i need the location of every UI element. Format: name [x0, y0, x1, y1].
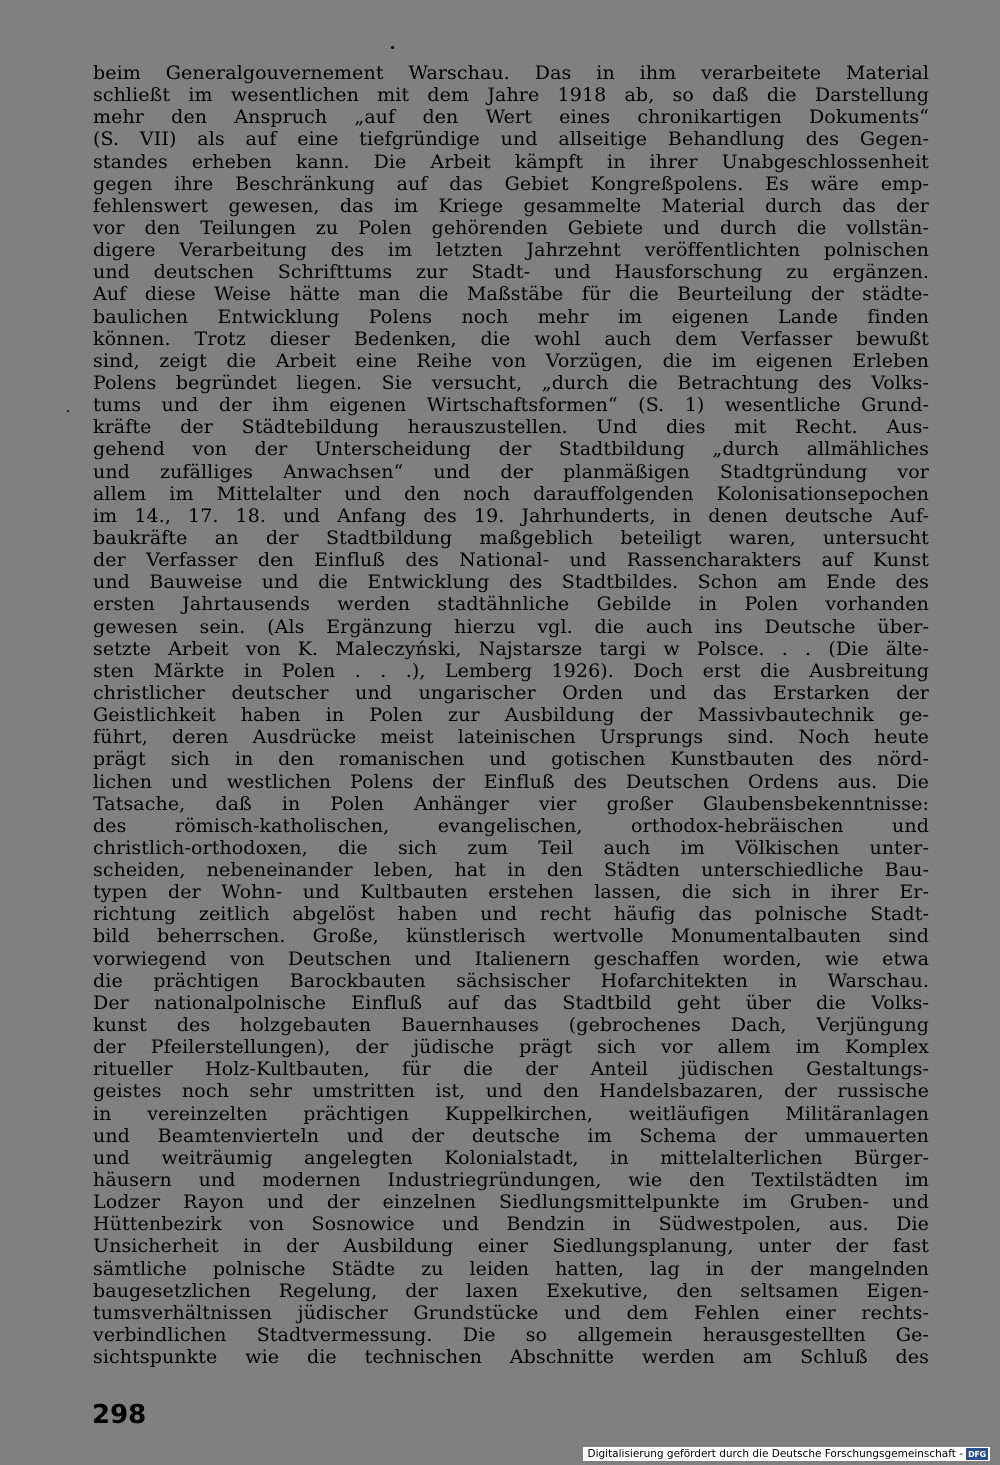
text-line: der Verfasser den Einfluß des National- und Rassencharakters auf Kunst — [93, 549, 929, 572]
text-line: standes erheben kann. Die Arbeit kämpft in ihrer Unabgeschlossenheit — [93, 150, 929, 173]
text-line: der Pfeilerstellungen), der jüdische prägt sich vor allem im Komplex — [93, 1036, 929, 1059]
text-line: bild beherrschen. Große, künstlerisch wertvolle Monumentalbauten sind — [93, 925, 929, 948]
text-line: prägt sich in den romanischen und gotischen Kunstbauten des nörd- — [93, 748, 929, 771]
credit-text: Digitalisierung gefördert durch die Deutsche Forschungsgemeinschaft - — [587, 1448, 963, 1460]
text-line: häusern und modernen Industriegründungen, wie den Textilstädten im — [93, 1169, 929, 1192]
text-line: verbindlichen Stadtvermessung. Die so allgemein herausgestellten Ge- — [93, 1324, 929, 1347]
text-line: tums und der ihm eigenen Wirtschaftsformen“ (S. 1) wesentliche Grund- — [93, 394, 929, 417]
text-line: gewesen sein. (Als Ergänzung hierzu vgl. die auch ins Deutsche über- — [93, 615, 929, 638]
body-text — [93, 62, 929, 1368]
text-line: in vereinzelten prächtigen Kuppelkirchen, weitläufigen Militäranlagen — [93, 1102, 929, 1125]
text-line: baulichen Entwicklung Polens noch mehr im eigenen Lande finden — [93, 305, 929, 328]
text-line: und deutschen Schrifttums zur Stadt- und Hausforschung zu ergänzen. — [93, 261, 929, 284]
text-line: Tatsache, daß in Polen Anhänger vier großer Glaubensbekenntnisse: — [93, 792, 929, 815]
text-line: vor den Teilungen zu Polen gehörenden Gebiete und durch die vollstän- — [93, 216, 929, 239]
text-line: führt, deren Ausdrücke meist lateinischen Ursprungs sind. Noch heute — [93, 726, 929, 749]
text-line: richtung zeitlich abgelöst haben und recht häufig das polnische Stadt- — [93, 903, 929, 926]
text-line: Hüttenbezirk von Sosnowice und Bendzin in Südwestpolen, aus. Die — [93, 1213, 929, 1236]
text-line: schließt im wesentlichen mit dem Jahre 1918 ab, so daß die Darstellung — [93, 84, 929, 107]
text-line: lichen und westlichen Polens der Einfluß des Deutschen Ordens aus. Die — [93, 770, 929, 793]
text-line: Der nationalpolnische Einfluß auf das Stadtbild geht über die Volks- — [93, 991, 929, 1014]
text-line: und Bauweise und die Entwicklung des Stadtbildes. Schon am Ende des — [93, 571, 929, 594]
text-line: ritueller Holz-Kultbauten, für die der Anteil jüdischen Gestaltungs- — [93, 1058, 929, 1081]
text-line: vorwiegend von Deutschen und Italienern geschaffen worden, wie etwa — [93, 947, 929, 970]
text-line: tumsverhältnissen jüdischer Grundstücke und dem Fehlen einer rechts- — [93, 1301, 929, 1324]
text-line: und Beamtenvierteln und der deutsche im Schema der ummauerten — [93, 1124, 929, 1147]
text-line: im 14., 17. 18. und Anfang des 19. Jahrhunderts, in denen deutsche Auf- — [93, 504, 929, 527]
page-number: 298 — [92, 1400, 147, 1430]
text-line: allem im Mittelalter und den noch darauffolgenden Kolonisationsepochen — [93, 482, 929, 505]
text-line: sichtspunkte wie die technischen Abschnitte werden am Schluß des — [93, 1346, 929, 1369]
text-line: Geistlichkeit haben in Polen zur Ausbildung der Massivbautechnik ge- — [93, 704, 929, 727]
text-line: baugesetzlichen Regelung, der laxen Exekutive, den seltsamen Eigen- — [93, 1279, 929, 1302]
text-line: können. Trotz dieser Bedenken, die wohl auch dem Verfasser bewußt — [93, 327, 929, 350]
dfg-logo-text: DFG — [968, 1449, 986, 1459]
text-line: Lodzer Rayon und der einzelnen Siedlungsmittelpunkte im Gruben- und — [93, 1191, 929, 1214]
text-line: mehr den Anspruch „auf den Wert eines chronikartigen Dokuments“ — [93, 106, 929, 129]
text-line: des römisch-katholischen, evangelischen, orthodox-hebräischen und — [93, 814, 929, 837]
text-line: sten Märkte in Polen . . .), Lemberg 1926). Doch erst die Ausbreitung — [93, 659, 929, 682]
text-line: kräfte der Städtebildung herauszustellen. Und dies mit Recht. Aus- — [93, 416, 929, 439]
text-line: (S. VII) als auf eine tiefgründige und allseitige Behandlung des Gegen- — [93, 128, 929, 151]
text-line: und weiträumig angelegten Kolonialstadt, in mittelalterlichen Bürger- — [93, 1146, 929, 1169]
digitization-credit — [583, 1447, 990, 1461]
text-line: setzte Arbeit von K. Maleczyński, Najstarsze targi w Polsce. . . (Die älte- — [93, 637, 929, 660]
text-line: fehlenswert gewesen, das im Kriege gesammelte Material durch das der — [93, 194, 929, 217]
dfg-logo — [966, 1448, 988, 1460]
text-line: gegen ihre Beschränkung auf das Gebiet Kongreßpolens. Es wäre emp- — [93, 172, 929, 195]
text-line: scheiden, nebeneinander leben, hat in den Städten unterschiedliche Bau- — [93, 859, 929, 882]
text-line: geistes noch sehr umstritten ist, und den Handelsbazaren, der russische — [93, 1080, 929, 1103]
scan-speck — [391, 46, 394, 49]
text-line: sämtliche polnische Städte zu leiden hatten, lag in der mangelnden — [93, 1257, 929, 1280]
text-line: und zufälliges Anwachsen“ und der planmäßigen Stadtgründung vor — [93, 460, 929, 483]
text-line: die prächtigen Barockbauten sächsischer Hofarchitekten in Warschau. — [93, 969, 929, 992]
scan-speck — [67, 410, 69, 412]
text-line: Unsicherheit in der Ausbildung einer Siedlungsplanung, unter der fast — [93, 1235, 929, 1258]
text-line: ersten Jahrtausends werden stadtähnliche Gebilde in Polen vorhanden — [93, 593, 929, 616]
text-line: sind, zeigt die Arbeit eine Reihe von Vorzügen, die im eigenen Erleben — [93, 349, 929, 372]
text-line: digere Verarbeitung des im letzten Jahrzehnt veröffentlichten polnischen — [93, 239, 929, 262]
text-line: typen der Wohn- und Kultbauten erstehen lassen, die sich in ihrer Er- — [93, 881, 929, 904]
text-line: gehend von der Unterscheidung der Stadtbildung „durch allmähliches — [93, 438, 929, 461]
text-line: christlich-orthodoxen, die sich zum Teil auch im Völkischen unter- — [93, 836, 929, 859]
text-line: baukräfte an der Stadtbildung maßgeblich beteiligt waren, untersucht — [93, 526, 929, 549]
text-line: Auf diese Weise hätte man die Maßstäbe für die Beurteilung der städte- — [93, 283, 929, 306]
text-line: christlicher deutscher und ungarischer Orden und das Erstarken der — [93, 681, 929, 704]
text-line: Polens begründet liegen. Sie versucht, „durch die Betrachtung des Volks- — [93, 371, 929, 394]
text-line: beim Generalgouvernement Warschau. Das in ihm verarbeitete Material — [93, 62, 929, 84]
text-line: kunst des holzgebauten Bauernhauses (gebrochenes Dach, Verjüngung — [93, 1014, 929, 1037]
